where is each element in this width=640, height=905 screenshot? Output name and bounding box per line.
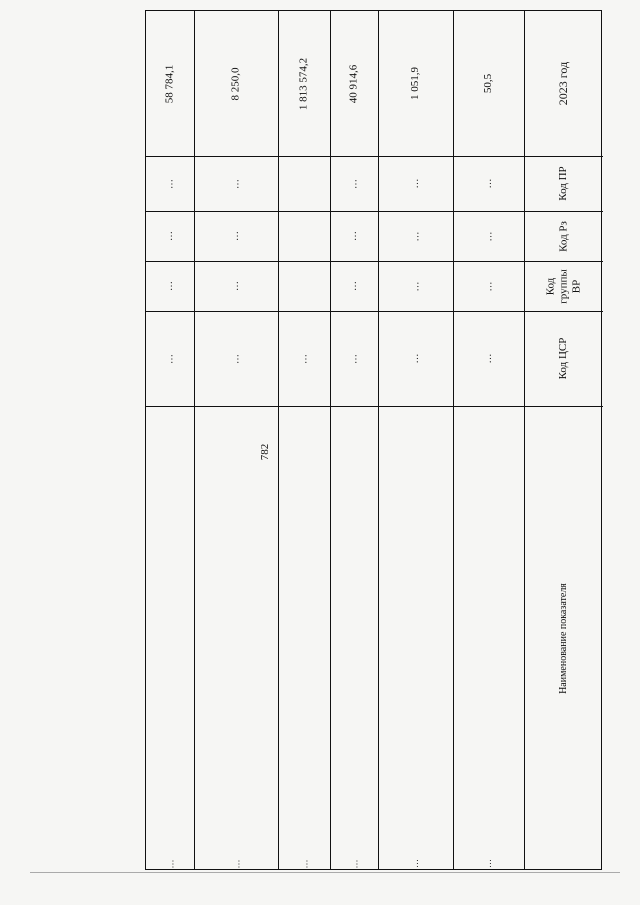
- cell-vr: …: [230, 281, 241, 291]
- cell-rz: …: [230, 231, 241, 241]
- header-rz: Код Рз: [556, 220, 569, 252]
- row-separator: [278, 11, 279, 869]
- column-separator: [146, 406, 603, 407]
- header-year: 2023 год: [556, 61, 571, 106]
- cell-amount: 1 051,9: [408, 67, 421, 100]
- cell-name: …: [230, 859, 241, 868]
- cell-rz: …: [164, 231, 175, 241]
- cell-rz: …: [348, 231, 359, 241]
- scan-edge-line: [30, 872, 620, 873]
- column-separator: [146, 261, 603, 262]
- cell-csr: …: [298, 353, 309, 364]
- cell-amount: 50,5: [481, 73, 494, 94]
- cell-csr: …: [482, 353, 494, 364]
- cell-csr: …: [230, 353, 241, 364]
- row-separator: [453, 11, 454, 869]
- page-number: 782: [259, 443, 271, 461]
- row-separator: [524, 11, 525, 869]
- cell-pr: …: [164, 178, 175, 189]
- cell-name: …: [164, 859, 175, 868]
- cell-amount: 58 784,1: [163, 64, 176, 103]
- budget-table: [145, 10, 602, 870]
- cell-amount: 1 813 574,2: [297, 57, 310, 110]
- header-csr: Код ЦСР: [556, 337, 569, 380]
- header-name: Наименование показателя: [557, 583, 569, 694]
- cell-name: …: [483, 859, 494, 868]
- cell-name: …: [348, 859, 359, 868]
- column-separator: [146, 211, 603, 212]
- cell-csr: …: [409, 353, 421, 364]
- cell-pr: …: [348, 178, 359, 189]
- cell-name: …: [410, 859, 421, 868]
- header-pr: Код ПР: [556, 166, 569, 201]
- cell-amount: 8 250,0: [229, 67, 242, 100]
- cell-amount: 40 914,6: [347, 64, 360, 103]
- cell-pr: …: [482, 178, 494, 189]
- column-separator: [146, 311, 603, 312]
- cell-pr: …: [409, 178, 421, 189]
- row-separator: [330, 11, 331, 869]
- cell-rz: …: [409, 231, 421, 241]
- column-separator: [146, 156, 603, 157]
- cell-vr: …: [164, 281, 175, 291]
- cell-vr: …: [348, 281, 359, 291]
- cell-vr: …: [482, 281, 494, 291]
- header-vr: Код группы ВР: [543, 268, 583, 304]
- cell-csr: …: [164, 353, 175, 364]
- cell-rz: …: [482, 231, 494, 241]
- cell-name: …: [298, 859, 309, 868]
- cell-pr: …: [230, 178, 241, 189]
- cell-csr: …: [348, 353, 359, 364]
- row-separator: [194, 11, 195, 869]
- row-separator: [378, 11, 379, 869]
- cell-vr: …: [409, 281, 421, 291]
